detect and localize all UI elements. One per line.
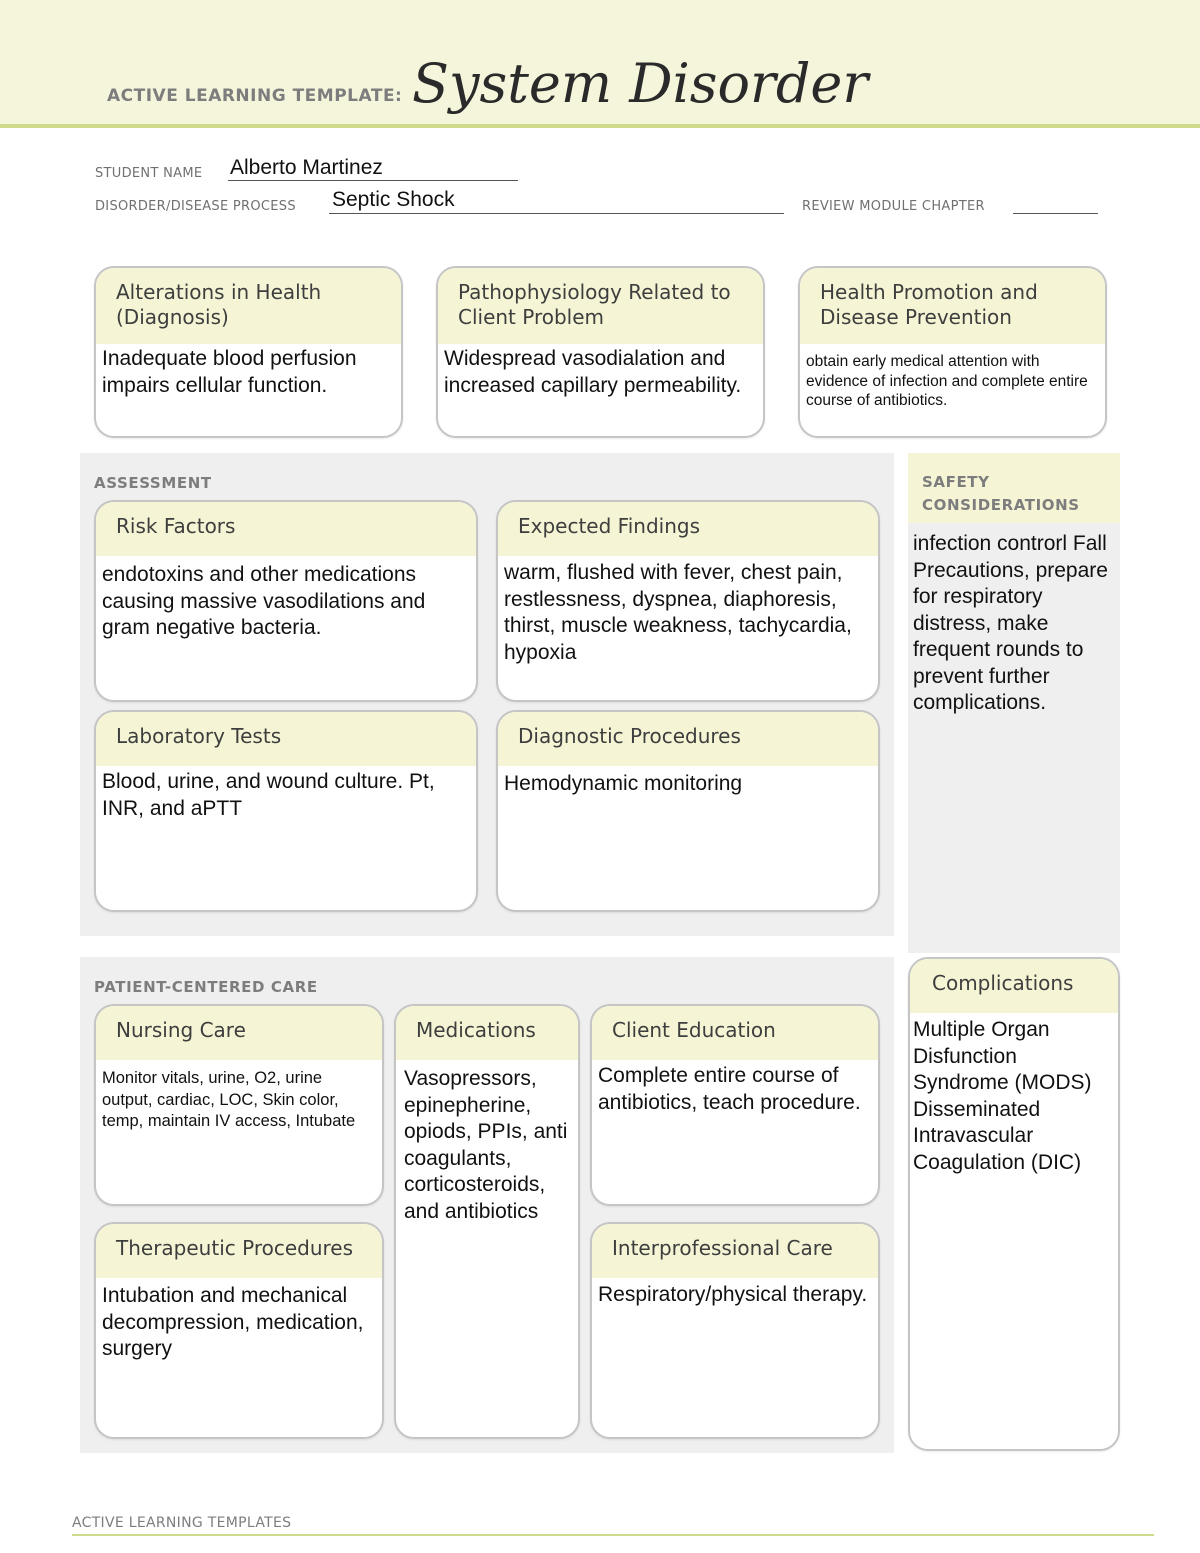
diagnostic-procedures-card <box>496 710 880 912</box>
pathophysiology-title: Pathophysiology Related to Client Problem <box>438 268 763 344</box>
therapeutic-procedures-text[interactable]: Intubation and mechanical decompression, medication, surgery <box>102 1284 364 1360</box>
disorder-field[interactable]: Septic Shock <box>332 188 455 211</box>
client-education-text[interactable]: Complete entire course of antibiotics, teach procedure. <box>598 1064 861 1114</box>
complications-title: Complications <box>910 959 1118 1013</box>
student-name-label: STUDENT NAME <box>95 166 203 181</box>
health-promotion-title: Health Promotion and Disease Prevention <box>800 268 1105 344</box>
pathophysiology-card <box>436 266 765 438</box>
risk-factors-card <box>94 500 478 702</box>
expected-findings-title: Expected Findings <box>498 502 878 556</box>
diagnostic-procedures-text[interactable]: Hemodynamic monitoring <box>504 772 743 795</box>
risk-factors-text[interactable]: endotoxins and other medications causing massive vasodilations and gram negative bacteria. <box>102 563 426 639</box>
alterations-card <box>94 266 403 438</box>
risk-factors-title: Risk Factors <box>96 502 476 556</box>
interprofessional-care-title: Interprofessional Care <box>592 1224 878 1278</box>
safety-text[interactable]: infection controrl Fall Precautions, prepare for respiratory distress, make frequent rounds to prevent further complications. <box>913 532 1108 714</box>
nursing-care-card <box>94 1004 384 1206</box>
nursing-care-text[interactable]: Monitor vitals, urine, O2, urine output, cardiac, LOC, Skin color, temp, maintain IV access, Intubate <box>102 1069 356 1130</box>
expected-findings-card <box>496 500 880 702</box>
review-module-label: REVIEW MODULE CHAPTER <box>802 199 985 214</box>
student-name-field[interactable]: Alberto Martinez <box>230 156 383 179</box>
header-rule <box>0 124 1200 128</box>
complications-text[interactable]: Multiple Organ Disfunction Syndrome (MODS) Disseminated Intravascular Coagulation (DIC) <box>913 1018 1092 1174</box>
medications-card <box>394 1004 580 1439</box>
interprofessional-care-text[interactable]: Respiratory/physical therapy. <box>598 1283 868 1306</box>
footer-label: ACTIVE LEARNING TEMPLATES <box>72 1515 292 1531</box>
therapeutic-procedures-card <box>94 1222 384 1439</box>
diagnostic-procedures-title: Diagnostic Procedures <box>498 712 878 766</box>
laboratory-tests-title: Laboratory Tests <box>96 712 476 766</box>
alterations-text[interactable]: Inadequate blood perfusion impairs cellular function. <box>102 347 357 397</box>
medications-title: Medications <box>396 1006 578 1060</box>
therapeutic-procedures-title: Therapeutic Procedures <box>96 1224 382 1278</box>
complications-card <box>908 957 1120 1451</box>
laboratory-tests-card <box>94 710 478 912</box>
pathophysiology-text[interactable]: Widespread vasodialation and increased capillary permeability. <box>444 347 742 397</box>
student-name-line <box>228 180 518 181</box>
disorder-line <box>329 213 784 214</box>
template-title: System Disorder <box>412 52 869 115</box>
interprofessional-care-card <box>590 1222 880 1439</box>
patient-care-label: PATIENT-CENTERED CARE <box>94 978 318 996</box>
assessment-label: ASSESSMENT <box>94 474 212 492</box>
health-promotion-card <box>798 266 1107 438</box>
expected-findings-text[interactable]: warm, flushed with fever, chest pain, restlessness, dyspnea, diaphoresis, thirst, muscle weakness, tachycardia, hypoxia <box>504 561 852 664</box>
health-promotion-text[interactable]: obtain early medical attention with evidence of infection and complete entire course of antibiotics. <box>806 353 1088 409</box>
review-module-field[interactable] <box>1013 213 1098 214</box>
client-education-card <box>590 1004 880 1206</box>
footer-rule <box>72 1534 1154 1536</box>
client-education-title: Client Education <box>592 1006 878 1060</box>
template-label: ACTIVE LEARNING TEMPLATE: <box>107 86 403 106</box>
disorder-label: DISORDER/DISEASE PROCESS <box>95 199 296 214</box>
alterations-title: Alterations in Health (Diagnosis) <box>96 268 401 344</box>
medications-text[interactable]: Vasopressors, epinepherine, opiods, PPIs, anti coagulants, corticosteroids, and antibiotics <box>404 1067 568 1223</box>
nursing-care-title: Nursing Care <box>96 1006 382 1060</box>
safety-label: SAFETY CONSIDERATIONS <box>908 453 1120 523</box>
laboratory-tests-text[interactable]: Blood, urine, and wound culture. Pt, INR, and aPTT <box>102 770 435 820</box>
